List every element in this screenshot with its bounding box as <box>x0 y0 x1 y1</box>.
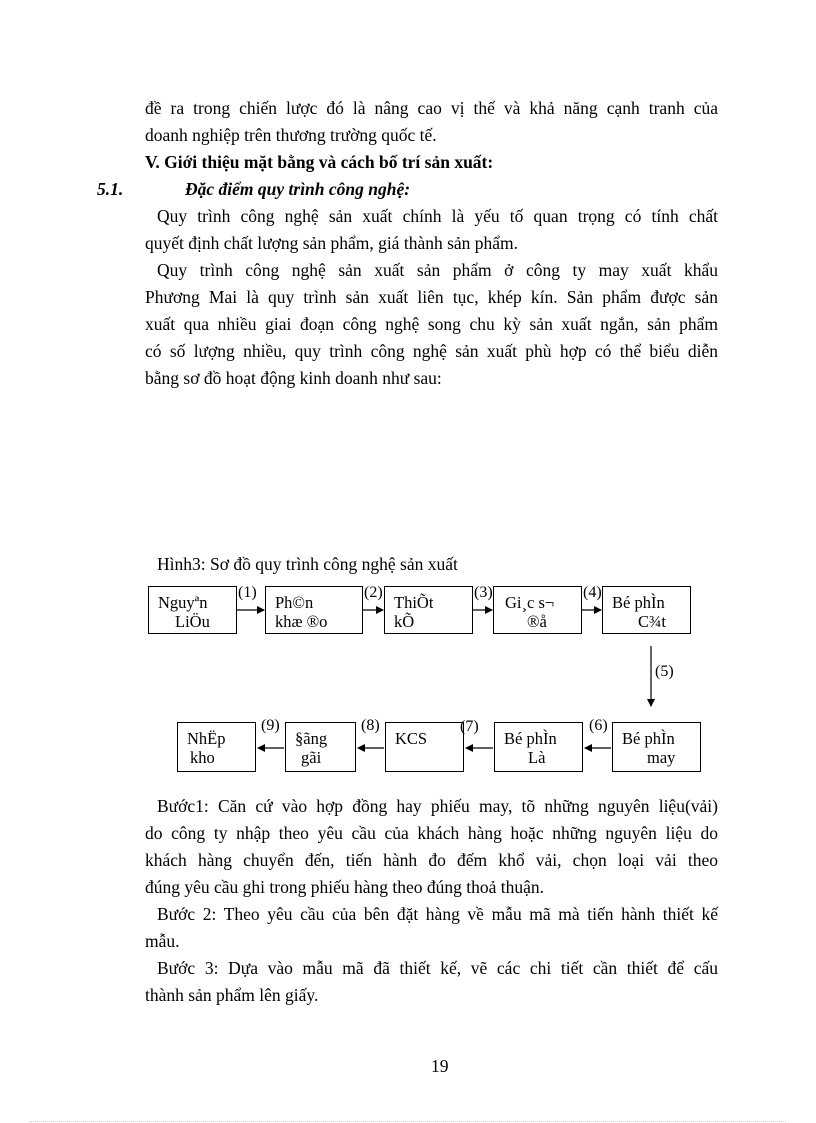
paragraph-line: Bước 3: Dựa vào mẫu mã đã thiết kế, vẽ các chi tiết cần thiết để cấu <box>157 958 718 978</box>
step-label: (5) <box>655 663 674 680</box>
flow-box-design <box>384 586 473 634</box>
paragraph-line: doanh nghiệp trên thương trường quốc tế. <box>145 125 437 145</box>
paragraph-line: mẫu. <box>145 931 180 951</box>
box-label: kÕ <box>394 612 415 631</box>
box-label: LiÖu <box>175 612 210 631</box>
box-label: ThiÕt <box>394 593 434 612</box>
flow-box-cutting <box>602 586 691 634</box>
step-label: (3) <box>474 584 493 601</box>
subsection-heading: Đặc điểm quy trình công nghệ: <box>185 179 411 199</box>
step-label: (2) <box>364 584 383 601</box>
box-label: NhËp <box>187 729 226 748</box>
step-label: (7) <box>460 718 479 735</box>
paragraph-line: đúng yêu cầu ghi trong phiếu hàng theo đúng thoả thuận. <box>145 877 545 897</box>
step-label: (4) <box>583 584 602 601</box>
paragraph-line: quyết định chất lượng sản phẩm, giá thành sản phẩm. <box>145 233 519 253</box>
flow-box-packing <box>285 722 356 772</box>
page-number: 19 <box>431 1056 449 1076</box>
paragraph-line: Quy trình công nghệ sản xuất chính là yếu tố quan trọng có tính chất <box>157 206 718 226</box>
figure-caption: Hình3: Sơ đồ quy trình công nghệ sản xuất <box>157 554 458 574</box>
paragraph-line: bằng sơ đồ hoạt động kinh doanh như sau: <box>145 368 442 388</box>
paragraph-line: Bước 2: Theo yêu cầu của bên đặt hàng về mẫu mã mà tiến hành thiết kế <box>157 904 718 924</box>
box-label: khæ ®o <box>275 612 328 631</box>
paragraph-line: đề ra trong chiến lược đó là nâng cao vị thế và khả năng cạnh tranh của <box>145 98 718 118</box>
paragraph-line: do công ty nhập theo yêu cầu của khách hàng hoặc những nguyên liệu do <box>145 823 718 843</box>
box-label: KCS <box>395 729 428 748</box>
paragraph-line: Bước1: Căn cứ vào hợp đồng hay phiếu may, tõ những nguyên liệu(vải) <box>157 796 718 816</box>
step-label: (1) <box>238 584 257 601</box>
paragraph-line: có số lượng nhiều, quy trình công nghệ sản xuất phù hợp có thể biểu diễn <box>145 341 718 361</box>
subsection-number: 5.1. <box>97 179 124 199</box>
box-label: Gi¸c s¬ <box>505 593 555 612</box>
flow-box-sewing <box>612 722 701 772</box>
paragraph-line: xuất qua nhiều giai đoạn công nghệ song chu kỳ sản xuất ngắn, sản phẩm <box>145 314 718 334</box>
box-label: ®å <box>527 612 547 631</box>
footer-divider <box>30 1121 786 1122</box>
paragraph-line: thành sản phẩm lên giấy. <box>145 985 319 1005</box>
box-label: Bé phÌn <box>622 729 675 748</box>
box-label: Ph©n <box>275 593 314 612</box>
box-label: Nguyªn <box>158 593 208 612</box>
flow-box-raw-material <box>148 586 237 634</box>
flow-box-cutting-dept <box>265 586 363 634</box>
paragraph-line: Phương Mai là quy trình sản xuất liên tục, khép kín. Sản phẩm được sản <box>145 287 718 307</box>
box-label: Bé phÌn <box>612 593 665 612</box>
box-label: gãi <box>301 748 322 767</box>
flow-box-kcs <box>385 722 464 772</box>
step-label: (8) <box>361 717 380 734</box>
flow-box-warehouse <box>177 722 256 772</box>
box-label: Là <box>528 748 546 767</box>
box-label: may <box>647 748 676 767</box>
section-heading: V. Giới thiệu mặt bằng và cách bố trí sản xuất: <box>145 152 494 172</box>
paragraph-line: Quy trình công nghệ sản xuất sản phẩm ở công ty may xuất khẩu <box>157 260 718 280</box>
paragraph-line: khách hàng chuyển đến, tiến hành đo đếm khổ vải, chọn loại vải theo <box>145 850 718 870</box>
box-label: kho <box>190 748 215 767</box>
step-label: (9) <box>261 717 280 734</box>
flow-box-pattern-paper <box>493 586 582 634</box>
flow-box-ironing <box>494 722 583 772</box>
box-label: Bé phÌn <box>504 729 557 748</box>
box-label: §ãng <box>295 729 328 748</box>
step-label: (6) <box>589 717 608 734</box>
box-label: C¾t <box>638 612 666 631</box>
